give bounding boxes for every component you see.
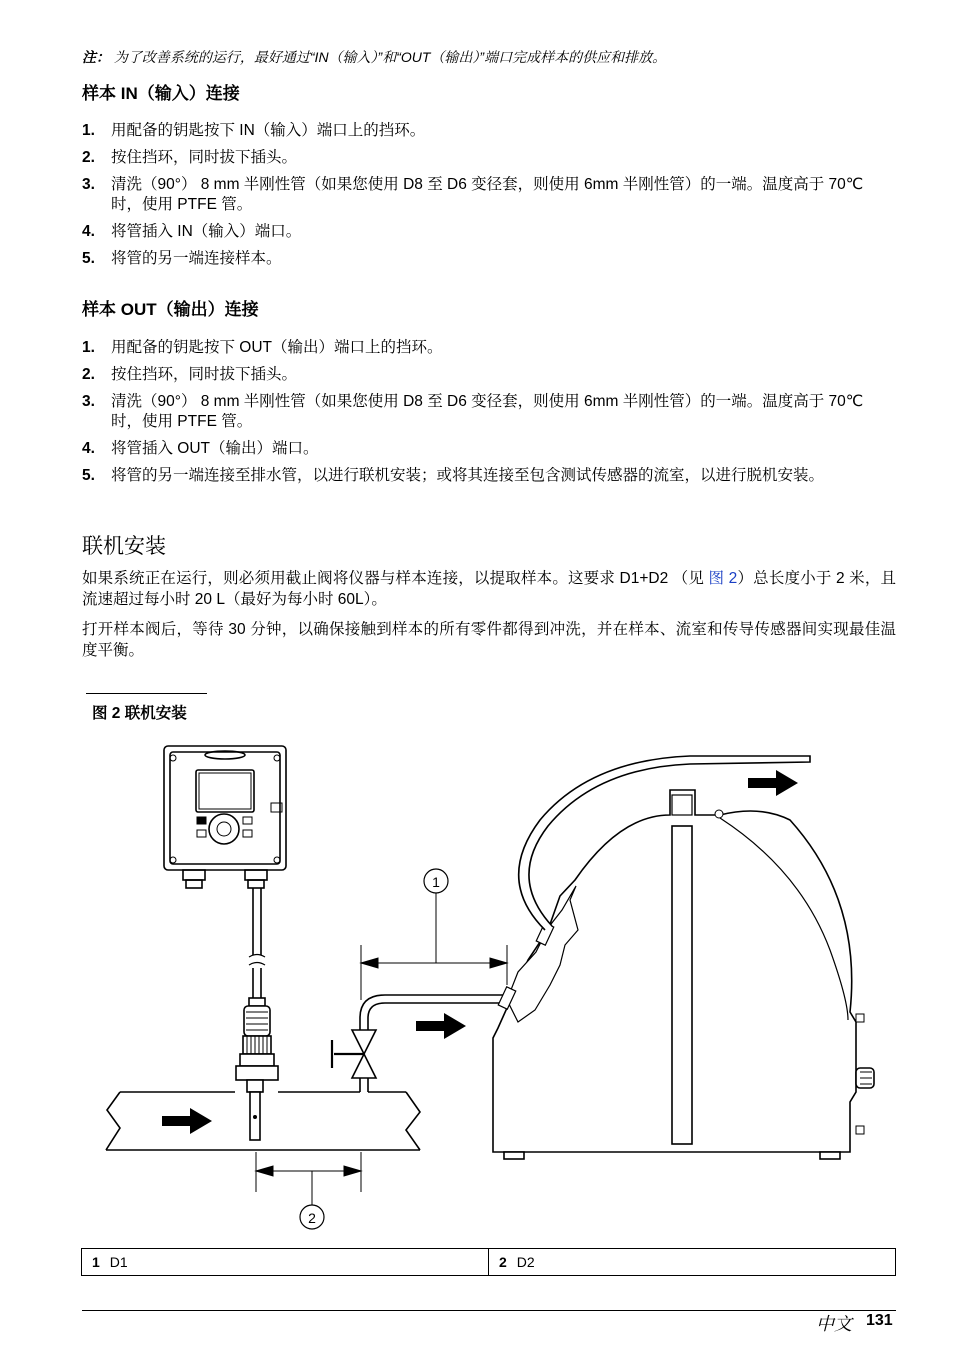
section-title-online: 联机安装: [82, 535, 166, 558]
callout-1: 1: [432, 874, 440, 890]
list-item: 5. 将管的另一端连接至排水管，以进行联机安装；或将其连接至包含测试传感器的流室，以进行脱机安装。: [82, 467, 825, 484]
note-label: 注：: [82, 49, 110, 65]
figure-legend: [81, 1248, 896, 1276]
flow-arrow-outlet: [748, 770, 798, 796]
list-item: 4. 将管插入 OUT（输出）端口。: [82, 440, 319, 457]
process-pipe: [106, 1092, 420, 1150]
list-item: 1. 用配备的钥匙按下 IN（输入）端口上的挡环。: [82, 122, 426, 139]
section-title-sample-in: 样本 IN（输入）连接: [82, 84, 240, 103]
controller-device: [164, 746, 286, 888]
list-item: 3. 清洗（90°） 8 mm 半刚性管（如果您使用 D8 至 D6 变径套，则使用 6mm 半刚性管）的一端。温度高于 70℃ 时，使用 PTFE 管。: [82, 176, 864, 213]
footer-rule: [82, 1310, 896, 1311]
section-title-sample-out: 样本 OUT（输出）连接: [82, 300, 259, 319]
callout-2: 2: [308, 1210, 316, 1226]
legend-item-2: 2 D2: [489, 1249, 896, 1276]
figure-caption: 图 2 联机安装: [92, 705, 187, 722]
note-text: 为了改善系统的运行，最好通过“IN（输入）”和“OUT（输出）”端口完成样本的供应和排放。: [113, 49, 667, 65]
shut-off-valve: [332, 995, 503, 1092]
page-number: 131: [866, 1312, 893, 1329]
list-item: 2. 按住挡环，同时拔下插头。: [82, 149, 298, 166]
sensor-cable: [249, 888, 265, 998]
online-paragraph-1: 如果系统正在运行，则必须用截止阀将仪器与样本连接，以提取样本。这要求 D1+D2 （见 图 2）总长度小于 2 米，且流速超过每小时 20 L（最好为每小时 60L）。: [82, 570, 896, 608]
figure-2-link[interactable]: 图 2: [708, 570, 738, 587]
list-item: 4. 将管插入 IN（输入）端口。: [82, 223, 302, 240]
analyzer-instrument: [493, 790, 874, 1159]
list-item: 1. 用配备的钥匙按下 OUT（输出）端口上的挡环。: [82, 339, 443, 356]
footer-language: 中文: [816, 1314, 852, 1335]
legend-item-1: 1 D1: [82, 1249, 489, 1276]
list-item: 2. 按住挡环，同时拔下插头。: [82, 366, 298, 383]
list-item: 5. 将管的另一端连接样本。: [82, 250, 282, 267]
flow-arrow-inlet: [416, 1013, 466, 1039]
conductivity-sensor: [236, 998, 278, 1140]
list-item: 3. 清洗（90°） 8 mm 半刚性管（如果您使用 D8 至 D6 变径套，则使用 6mm 半刚性管）的一端。温度高于 70℃ 时，使用 PTFE 管。: [82, 393, 864, 430]
online-paragraph-2: 打开样本阀后，等待 30 分钟，以确保接触到样本的所有零件都得到冲洗，并在样本、流室和传导传感器间实现最佳温度平衡。: [82, 621, 896, 659]
flow-arrow-pipe: [162, 1108, 212, 1134]
